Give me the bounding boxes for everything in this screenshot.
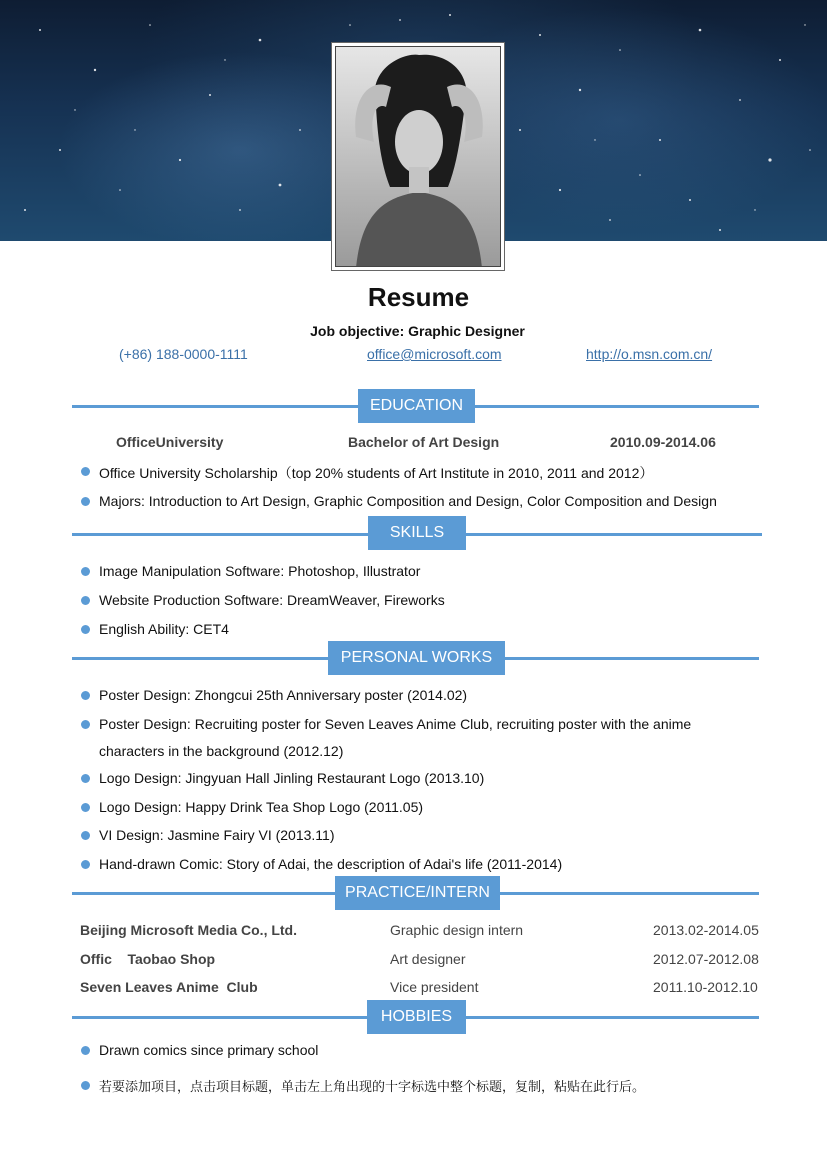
education-item: Majors: Introduction to Art Design, Graphic Composition and Design, Color Composition and Design xyxy=(99,493,717,509)
website-link[interactable]: http://o.msn.com.cn/ xyxy=(586,346,713,362)
phone-number: (+86) 188-0000-1111 xyxy=(119,346,248,362)
work-item: Poster Design: Zhongcui 25th Anniversary poster (2014.02) xyxy=(99,687,468,703)
skill-item: Image Manipulation Software: Photoshop, Illustrator xyxy=(99,563,421,579)
bullet-icon xyxy=(81,720,90,729)
profile-photo xyxy=(335,46,501,267)
practice-role: Art designer xyxy=(390,951,466,967)
bullet-icon xyxy=(81,1046,90,1055)
skills-heading: SKILLS xyxy=(368,516,466,550)
hobby-item: 若要添加项目，点击项目标题，单击左上角出现的十字标选中整个标题，复制，粘贴在此行后。 xyxy=(99,1080,646,1095)
job-objective: Job objective: Graphic Designer xyxy=(310,323,525,339)
resume-title: Resume xyxy=(367,282,470,312)
bullet-icon xyxy=(81,831,90,840)
work-item: Hand-drawn Comic: Story of Adai, the description of Adai's life (2011-2014) xyxy=(99,856,563,872)
education-item: Office University Scholarship（top 20% students of Art Institute in 2010, 2011 and 2012） xyxy=(99,465,654,481)
email-link[interactable]: office@microsoft.com xyxy=(367,346,502,362)
works-heading: PERSONAL WORKS xyxy=(328,641,505,675)
work-item-continuation: characters in the background (2012.12) xyxy=(99,743,344,759)
profile-photo-frame xyxy=(331,42,505,271)
practice-dates: 2013.02-2014.05 xyxy=(653,922,759,938)
hobby-item: Drawn comics since primary school xyxy=(99,1042,319,1058)
bullet-icon xyxy=(81,691,90,700)
bullet-icon xyxy=(81,497,90,506)
work-item: Logo Design: Happy Drink Tea Shop Logo (2011.05) xyxy=(99,799,424,815)
education-school: OfficeUniversity xyxy=(116,434,224,450)
bullet-icon xyxy=(81,1081,90,1090)
practice-org: Offic Taobao Shop xyxy=(80,951,216,967)
practice-org: Beijing Microsoft Media Co., Ltd. xyxy=(80,922,297,938)
practice-heading: PRACTICE/INTERN xyxy=(335,876,500,910)
work-item: VI Design: Jasmine Fairy VI (2013.11) xyxy=(99,827,335,843)
practice-dates: 2012.07-2012.08 xyxy=(653,951,759,967)
skill-item: Website Production Software: DreamWeaver, Fireworks xyxy=(99,592,445,608)
education-heading: EDUCATION xyxy=(358,389,475,423)
hobbies-heading: HOBBIES xyxy=(367,1000,466,1034)
bullet-icon xyxy=(81,860,90,869)
bullet-icon xyxy=(81,625,90,634)
bullet-icon xyxy=(81,596,90,605)
education-dates: 2010.09-2014.06 xyxy=(610,434,716,450)
bullet-icon xyxy=(81,774,90,783)
work-item: Poster Design: Recruiting poster for Seven Leaves Anime Club, recruiting poster with the anime xyxy=(99,716,692,732)
skill-item: English Ability: CET4 xyxy=(99,621,229,637)
practice-role: Graphic design intern xyxy=(390,922,524,938)
practice-dates: 2011.10-2012.10 xyxy=(653,979,758,995)
bullet-icon xyxy=(81,803,90,812)
practice-org: Seven Leaves Anime Club xyxy=(80,979,258,995)
portrait-image xyxy=(336,47,501,267)
work-item: Logo Design: Jingyuan Hall Jinling Restaurant Logo (2013.10) xyxy=(99,770,485,786)
bullet-icon xyxy=(81,467,90,476)
education-degree: Bachelor of Art Design xyxy=(348,434,500,450)
practice-role: Vice president xyxy=(390,979,479,995)
bullet-icon xyxy=(81,567,90,576)
